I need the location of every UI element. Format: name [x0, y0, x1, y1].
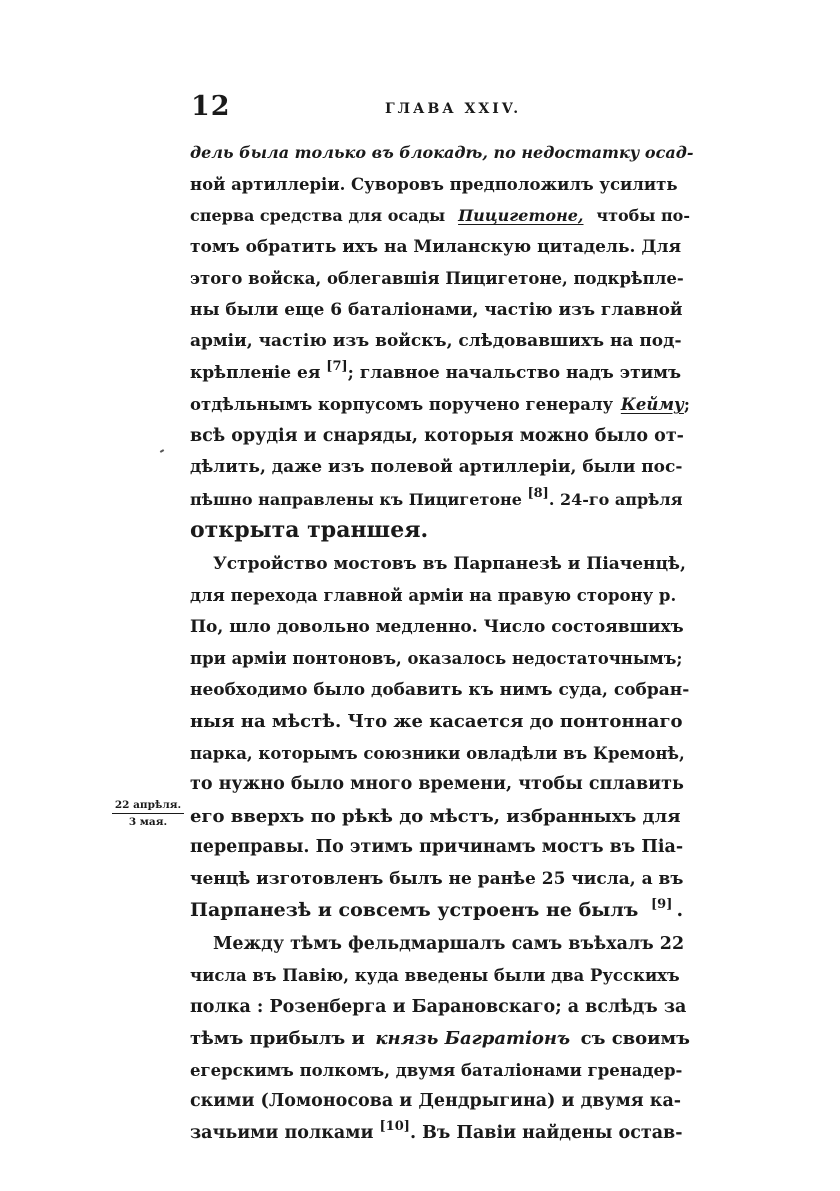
margin-note-date-new-style: 3 мая. [128, 816, 168, 828]
text-line [190, 549, 690, 581]
page-number: 12 [191, 91, 231, 122]
text-line [190, 200, 690, 232]
emphasized-person-name: Кейму [620, 395, 684, 414]
text-run: скими (Ломоносова и Дендрыгина) и двумя ка- [190, 1091, 682, 1111]
body-text [190, 137, 694, 1149]
text-line [190, 895, 690, 927]
text-run: томъ обратить ихъ на Миланскую цитадель. Для [190, 236, 682, 257]
text-run: дель была только въ блокадѣ, по недостатку осад- [190, 143, 694, 162]
footnote-reference: [8] [527, 485, 549, 501]
running-head: ГЛАВА XXIV. [385, 101, 522, 117]
text-line [190, 452, 690, 484]
text-run: крѣпленіе ея [190, 362, 321, 383]
text-run: числа въ Павію, куда введены были два Русскихъ [190, 966, 680, 985]
text-line [190, 960, 690, 992]
text-run: парка, которымъ союзники овладѣли въ Кремонѣ, [190, 743, 685, 763]
text-line [190, 137, 694, 169]
text-run: ной артиллеріи. Суворовъ предположилъ усилить [190, 174, 678, 194]
text-run: переправы. По этимъ причинамъ мостъ въ Піа- [190, 837, 684, 857]
text-run: . 24-го апрѣля [548, 489, 683, 509]
text-line [190, 580, 690, 612]
text-line [190, 706, 690, 738]
text-run: открыта траншея. [190, 517, 429, 543]
text-line [190, 992, 690, 1024]
text-run: . [676, 899, 684, 921]
text-line [190, 801, 690, 833]
text-line [190, 263, 690, 295]
ink-speck [160, 449, 164, 453]
text-run: чтобы по- [596, 206, 690, 225]
text-line [190, 1023, 690, 1055]
text-line [190, 738, 690, 770]
text-run: полка : Розенберга и Барановскаго; а вслѣдъ за [190, 996, 687, 1017]
text-line [190, 232, 690, 264]
emphasized-person-name: князь Багратіонъ [375, 1028, 571, 1049]
margin-note [112, 798, 184, 829]
text-line [190, 643, 690, 675]
text-line [190, 484, 690, 516]
text-run: тѣмъ прибылъ и [190, 1028, 365, 1049]
text-run: арміи, частію изъ войскъ, слѣдовавшихъ на под- [190, 331, 682, 351]
text-run: егерскимъ полкомъ, двумя баталіонами гренадер- [190, 1060, 683, 1080]
text-run: Парпанезѣ и совсемъ устроенъ не былъ [190, 899, 639, 921]
text-line [190, 864, 690, 896]
text-run: его вверхъ по рѣкѣ до мѣстъ, избранныхъ для [190, 805, 681, 827]
emphasized-place-name: Пицигетоне, [458, 206, 584, 225]
text-run: Устройство мостовъ въ Парпанезѣ и Піаченцѣ, [213, 553, 686, 574]
text-run: ; главное начальство надъ этимъ [347, 362, 682, 383]
text-run: По, шло довольно медленно. Число состоявшихъ [190, 616, 684, 637]
text-run: зачьими полками [190, 1122, 374, 1143]
text-run: при арміи понтоновъ, оказалось недостаточнымъ; [190, 649, 683, 668]
text-run: то нужно было много времени, чтобы сплавить [190, 774, 684, 794]
text-run: всѣ орудія и снаряды, которыя можно было от- [190, 425, 684, 446]
text-run: сперва средства для осады [190, 206, 446, 225]
footnote-reference: [9] [651, 897, 673, 912]
text-line [190, 358, 690, 390]
text-line [190, 169, 690, 201]
text-run: для перехода главной арміи на правую сторону р. [190, 586, 677, 605]
text-run: съ своимъ [580, 1028, 690, 1049]
text-run: . Въ Павіи найдены остав- [409, 1122, 683, 1143]
text-line [190, 1118, 690, 1150]
text-line [190, 612, 690, 644]
text-line [190, 769, 690, 801]
text-line [190, 421, 690, 453]
text-line [190, 832, 690, 864]
text-line [190, 1055, 690, 1087]
margin-note-date-old-style: 22 апрѣля. [112, 798, 184, 814]
text-line [190, 1086, 690, 1118]
text-line [190, 929, 690, 961]
text-run: этого войска, облегавшія Пицигетоне, подкрѣпле- [190, 269, 684, 288]
text-line [190, 326, 690, 358]
text-line [190, 295, 690, 327]
text-run: пѣшно направлены къ Пицигетоне [190, 489, 522, 509]
text-run: ченцѣ изготовленъ былъ не ранѣе 25 числа, а въ [190, 868, 684, 889]
footnote-reference: [7] [326, 358, 348, 374]
text-run: ; [683, 395, 690, 414]
text-run: ныя на мѣстѣ. Что же касается до понтоннаго [190, 711, 683, 732]
text-run: Между тѣмъ фельдмаршалъ самъ въѣхалъ 22 [213, 933, 685, 954]
text-run: ны были еще 6 баталіонами, частію изъ главной [190, 299, 683, 320]
text-run: необходимо было добавить къ нимъ суда, собран- [190, 679, 690, 700]
text-line [190, 389, 690, 421]
text-line [190, 675, 690, 707]
text-run: отдѣльнымъ корпусомъ поручено генералу [190, 395, 614, 414]
footnote-reference: [10] [379, 1118, 410, 1134]
text-line [190, 515, 690, 547]
text-run: дѣлить, даже изъ полевой артиллеріи, были пос- [190, 457, 683, 477]
